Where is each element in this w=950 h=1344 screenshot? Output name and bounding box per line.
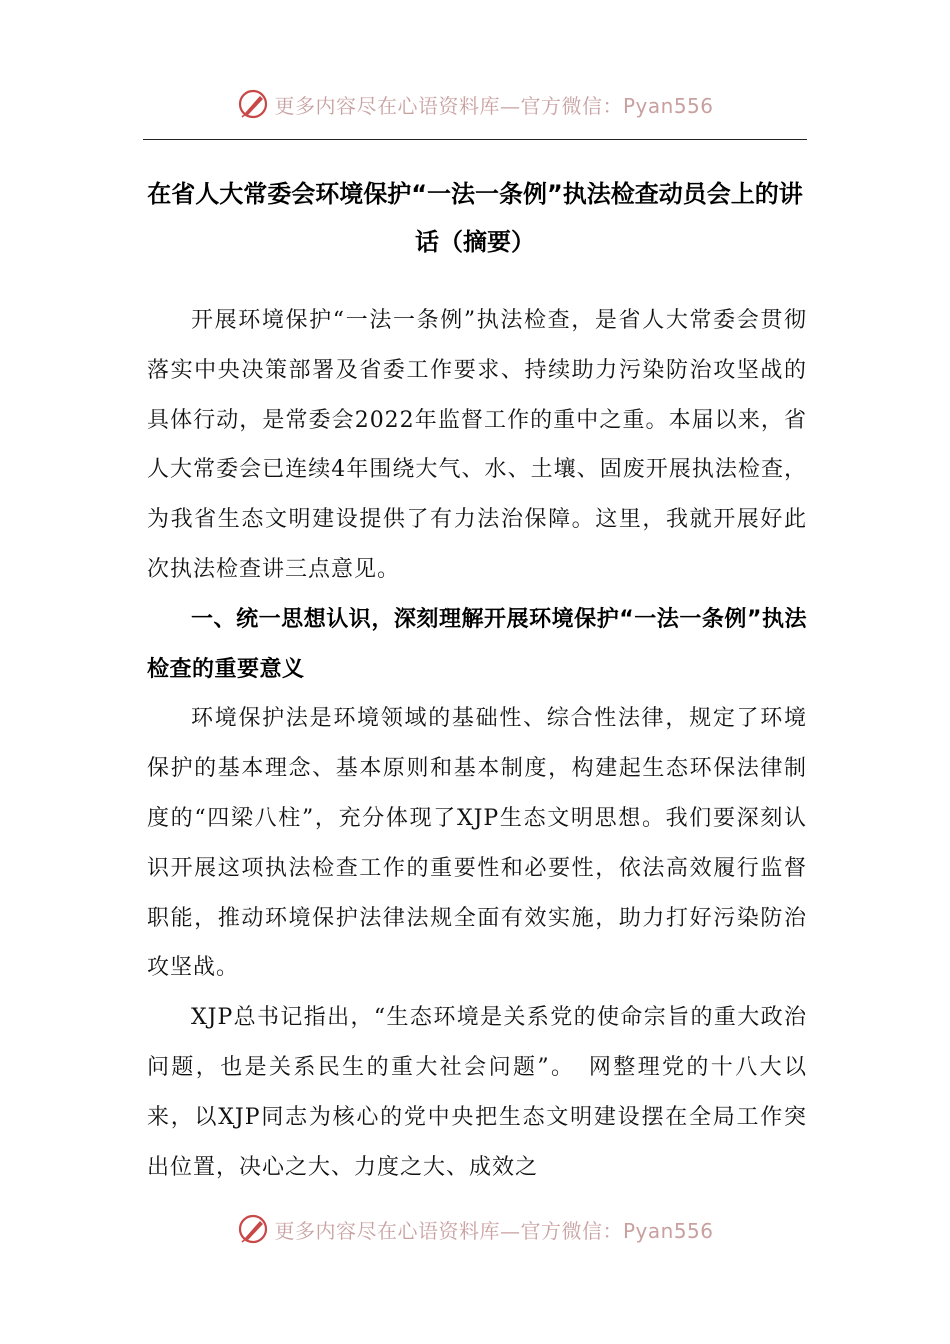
- watermark-text: 更多内容尽在心语资料库—官方微信：Pyan556: [274, 93, 714, 118]
- paragraph-3: XJP总书记指出，“生态环境是关系党的使命宗旨的重大政治问题，也是关系民生的重大社会问题”。 网整理党的十八大以来，以XJP同志为核心的党中央把生态文明建设摆在全局工作突出位置，决心之大、力度之大、成效之: [147, 1005, 807, 1180]
- watermark-header: [0, 84, 950, 124]
- paragraph-2: 环境保护法是环境领域的基础性、综合性法律，规定了环境保护的基本理念、基本原则和基本制度，构建起生态环保法律制度的“四梁八柱”，充分体现了XJP生态文明思想。我们要深刻认识开展这项执法检查工作的重要性和必要性，依法高效履行监督职能，推动环境保护法律法规全面有效实施，助力打好污染防治攻坚战。: [147, 706, 807, 981]
- section-heading-1: 一、统一思想认识，深刻理解开展环境保护“一法一条例”执法检查的重要意义: [147, 606, 807, 682]
- document-title: 在省人大常委会环境保护“一法一条例”执法检查动员会上的讲话（摘要）: [147, 180, 803, 256]
- document-body: [147, 296, 807, 1192]
- pen-logo-icon: [236, 87, 270, 121]
- header-rule: [143, 139, 807, 140]
- pen-logo-icon: [236, 1212, 270, 1246]
- watermark-text: 更多内容尽在心语资料库—官方微信：Pyan556: [274, 1218, 714, 1243]
- watermark-footer: [0, 1209, 950, 1249]
- paragraph-intro: 开展环境保护“一法一条例”执法检查，是省人大常委会贯彻落实中央决策部署及省委工作要求、持续助力污染防治攻坚战的具体行动，是常委会2022年监督工作的重中之重。本届以来，省人大常委会已连续4年围绕大气、水、土壤、固废开展执法检查，为我省生态文明建设提供了有力法治保障。这里，我就开展好此次执法检查讲三点意见。: [147, 308, 807, 582]
